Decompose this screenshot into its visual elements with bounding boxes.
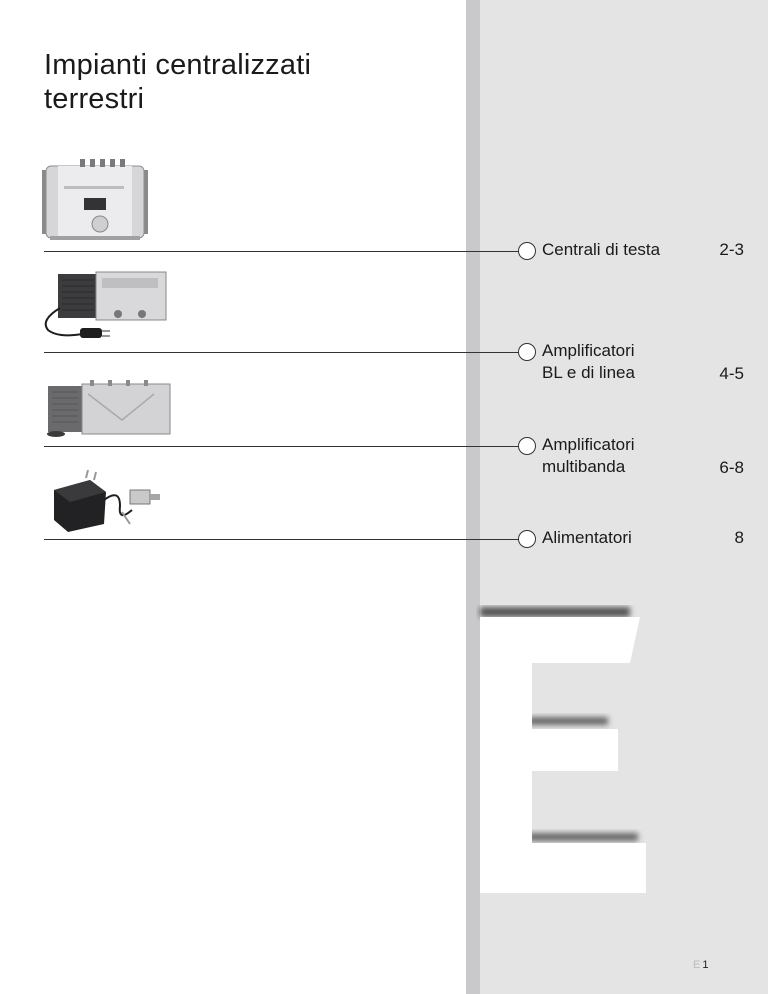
toc-leader-line-4: [44, 539, 520, 540]
toc-entry-1-pages: 2-3: [719, 240, 744, 259]
toc-entry-1[interactable]: [542, 239, 660, 261]
toc-entry-3[interactable]: [542, 434, 635, 478]
toc-bullet-3: [518, 437, 536, 455]
page-footer: [693, 959, 708, 971]
toc-entry-3-pages: 6-8: [719, 458, 744, 477]
title-line-2: terrestri: [44, 83, 145, 115]
toc-entry-4-label: Alimentatori: [542, 528, 632, 547]
toc-entry-4-pages: 8: [734, 528, 744, 547]
toc-entry-2[interactable]: [542, 340, 635, 384]
toc-entry-2-pages: 4-5: [719, 364, 744, 383]
multiband-amplifier-image: [42, 380, 172, 438]
toc-entry-2-label-line-1: Amplificatori: [542, 341, 635, 360]
toc-entry-2-label-line-2: BL e di linea: [542, 363, 635, 382]
footer-section-letter: E: [693, 959, 701, 971]
title-line-1: Impianti centralizzati: [44, 49, 312, 81]
toc-bullet-4: [518, 530, 536, 548]
toc-entry-3-label-line-2: multibanda: [542, 457, 626, 476]
power-supply-image: [50, 470, 174, 534]
toc-bullet-2: [518, 343, 536, 361]
line-amplifier-image: [38, 268, 170, 340]
headend-unit-image: [40, 158, 152, 242]
toc-entry-1-label: Centrali di testa: [542, 240, 661, 259]
page-title: [44, 48, 424, 116]
toc-leader-line-3: [44, 446, 520, 447]
toc-leader-line-1: [44, 251, 520, 252]
toc-entry-4[interactable]: [542, 527, 632, 549]
toc-leader-line-2: [44, 352, 520, 353]
toc-entry-3-label-line-1: Amplificatori: [542, 435, 635, 454]
page-number: 1: [702, 959, 709, 971]
section-letter-graphic: [476, 605, 656, 905]
toc-bullet-1: [518, 242, 536, 260]
